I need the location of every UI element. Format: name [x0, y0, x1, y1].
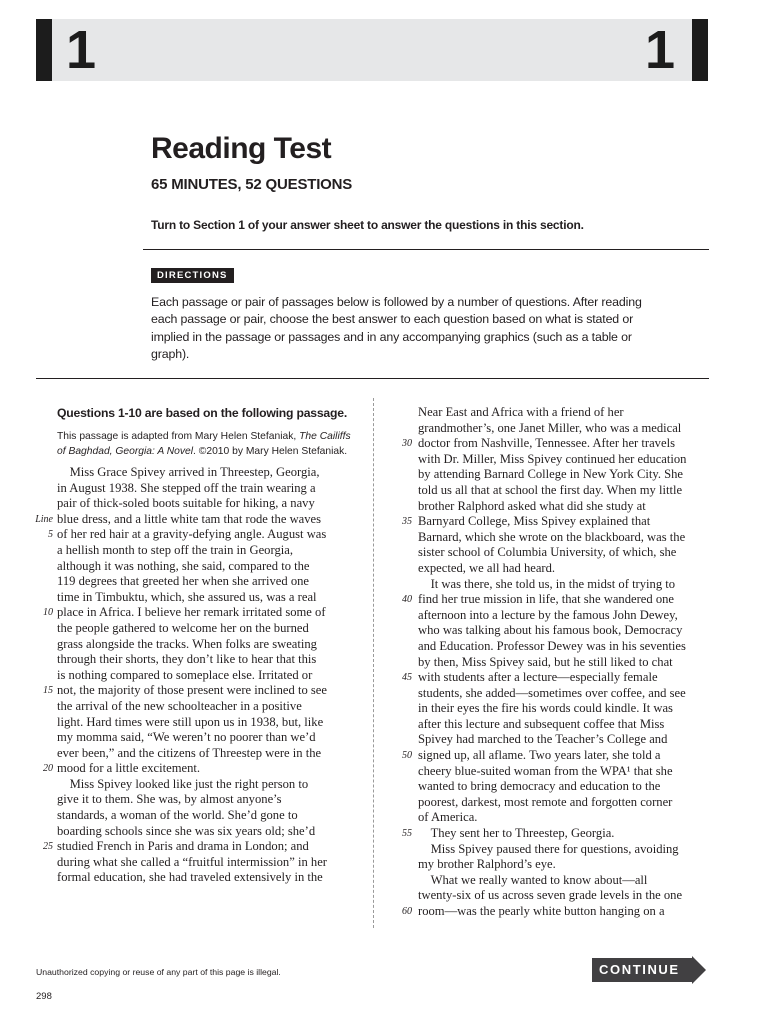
passage-line-text: Near East and Africa with a friend of her — [418, 405, 624, 419]
page-number: 298 — [36, 991, 52, 1002]
passage-line-text: pair of thick-soled boots suitable for hiking, a navy — [57, 496, 315, 511]
passage-line — [57, 590, 357, 606]
passage-line — [57, 668, 357, 684]
passage-line-text: formal education, she had traveled extensively in the — [57, 870, 323, 885]
passage-line — [57, 543, 357, 559]
passage-line — [418, 530, 708, 546]
passage-line-text: blue dress, and a little white tam that rode the waves — [57, 511, 322, 526]
passage-line — [418, 655, 708, 671]
line-number: 5 — [48, 529, 53, 541]
section-number-left: 1 — [66, 20, 97, 80]
passage-column-left — [35, 405, 357, 886]
passage-line — [35, 511, 357, 528]
arrow-right-icon — [692, 956, 706, 984]
passage-line-text: time in Timbuktu, which, she assured us, was a real — [57, 589, 317, 604]
passage-line-text: with students after a lecture—especially female — [418, 670, 658, 685]
passage-line — [418, 717, 708, 733]
passage-line-text: sister school of Columbia University, of which, she — [418, 545, 677, 560]
passage-line — [418, 623, 708, 639]
passage-line — [418, 639, 708, 655]
passage-line — [57, 855, 357, 871]
passage-line-text: of America. — [418, 810, 478, 825]
passage-line-text: Miss Grace Spivey arrived in Threestep, Georgia, — [57, 465, 320, 479]
section-bar-left — [36, 19, 52, 81]
passage-line — [418, 499, 708, 515]
passage-line-text: of her red hair at a gravity-defying angle. August was — [57, 527, 327, 542]
passage-line-text: by then, Miss Spivey said, but he still liked to chat — [418, 654, 673, 669]
passage-line-text: with Dr. Miller, Miss Spivey continued her education — [418, 451, 687, 466]
passage-line — [418, 405, 708, 421]
passage-line-text: 119 degrees that greeted her when she arrived one — [57, 574, 309, 589]
passage-line — [57, 496, 357, 512]
passage-line-text: room—was the pearly white button hanging on a — [418, 904, 665, 918]
passage-line-text: expected, we all had heard. — [418, 560, 556, 575]
line-number: 25 — [43, 841, 53, 853]
passage-line — [418, 810, 708, 826]
passage-text-right — [402, 405, 708, 920]
passage-line — [57, 792, 357, 808]
passage-line — [418, 686, 708, 702]
passage-column-right — [402, 405, 708, 920]
line-number: 35 — [402, 516, 412, 528]
column-divider — [373, 398, 374, 928]
passage-line-text: mood for a little excitement. — [57, 761, 201, 776]
passage-line — [57, 730, 357, 746]
passage-line-text: Miss Spivey paused there for questions, avoiding — [418, 841, 679, 856]
passage-line-text: give it to them. She was, by almost anyone’s — [57, 792, 282, 807]
passage-line — [418, 467, 708, 483]
passage-line — [402, 670, 708, 686]
passage-line-text: after this lecture and subsequent coffee that Miss — [418, 716, 665, 731]
passage-line — [43, 605, 357, 621]
passage-line-text: is nothing compared to someplace else. Irritated or — [57, 667, 313, 682]
line-number: 40 — [402, 594, 412, 606]
passage-line-text: twenty-six of us across seven grade levels in the one — [418, 888, 683, 903]
passage-line-text: studied French in Paris and drama in London; and — [57, 839, 309, 854]
line-number: 30 — [402, 438, 412, 450]
passage-line-text: my brother Ralphord’s eye. — [418, 857, 556, 872]
passage-line — [418, 779, 708, 795]
passage-line — [418, 452, 708, 468]
passage-line-text: poorest, darkest, most remote and forgotten corner — [418, 794, 673, 809]
passage-line-text: It was there, she told us, in the midst of trying to — [418, 576, 676, 591]
passage-line — [418, 795, 708, 811]
passage-line-text: brother Ralphord asked what did she study at — [418, 498, 646, 513]
passage-line-text: place in Africa. I believe her remark irritated some of — [57, 605, 326, 620]
passage-line — [418, 873, 708, 889]
divider-rule-bottom — [36, 378, 709, 379]
passage-line-text: although it was nothing, she said, compared to the — [57, 558, 310, 573]
passage-line-text: doctor from Nashville, Tennessee. After her travels — [418, 436, 675, 451]
passage-line-text: grass alongside the tracks. When folks are sweating — [57, 636, 317, 651]
passage-line — [57, 808, 357, 824]
passage-line — [418, 545, 708, 561]
passage-line-text: not, the majority of those present were inclined to see — [57, 683, 327, 698]
passage-line — [418, 701, 708, 717]
passage-line-text: who was talking about his famous book, Democracy — [418, 623, 683, 638]
passage-line — [402, 826, 708, 842]
passage-line-text: the arrival of the new schoolteacher in a positive — [57, 698, 302, 713]
passage-line — [57, 481, 357, 497]
line-number: 45 — [402, 672, 412, 684]
passage-line-text: What we really wanted to know about—all — [418, 872, 648, 887]
passage-line-text: find her true mission in life, that she wandered one — [418, 592, 675, 607]
passage-line — [57, 870, 357, 886]
passage-line-text: standards, a woman of the world. She’d gone to — [57, 808, 298, 823]
passage-line-text: light. Hard times were still upon us in 1938, but, like — [57, 714, 324, 729]
passage-line — [57, 652, 357, 668]
passage-line — [402, 592, 708, 608]
line-number: 50 — [402, 750, 412, 762]
passage-line — [418, 483, 708, 499]
passage-line — [43, 683, 357, 699]
passage-line — [418, 888, 708, 904]
section-number-right: 1 — [645, 20, 676, 80]
line-number: 10 — [43, 607, 53, 619]
passage-line-text: in their eyes the fire his words could kindle. It was — [418, 701, 673, 716]
passage-line — [57, 559, 357, 575]
passage-line — [402, 514, 708, 530]
passage-line — [402, 436, 708, 452]
passage-line — [57, 574, 357, 590]
passage-line — [402, 748, 708, 764]
passage-text-left — [35, 465, 357, 886]
questions-heading: Questions 1-10 are based on the following passage. — [57, 406, 348, 420]
passage-line — [418, 857, 708, 873]
passage-line-text: in August 1938. She stepped off the train wearing a — [57, 480, 316, 495]
passage-line — [418, 608, 708, 624]
passage-line — [418, 764, 708, 780]
passage-line-text: my momma said, “We weren’t no poorer than we’d — [57, 730, 316, 745]
passage-line-text: and Education. Professor Dewey was in his seventies — [418, 638, 686, 653]
passage-line — [418, 577, 708, 593]
passage-line-text: wanted to bring democracy and education to the — [418, 779, 661, 794]
passage-line-text: through their shorts, they don’t like to hear that this — [57, 652, 317, 667]
copyright-note: Unauthorized copying or reuse of any part of this page is illegal. — [36, 967, 281, 977]
passage-line — [43, 761, 357, 777]
passage-line-text: Barnyard College, Miss Spivey explained that — [418, 514, 651, 529]
line-number: Line — [35, 513, 53, 525]
passage-line — [57, 746, 357, 762]
passage-line — [418, 561, 708, 577]
passage-line — [418, 842, 708, 858]
passage-line-text: Spivey had marched to the Teacher’s College and — [418, 732, 668, 747]
passage-line — [57, 465, 357, 481]
directions-badge: DIRECTIONS — [151, 268, 234, 283]
passage-line-text: told us all that at school the first day. When my little — [418, 482, 683, 497]
directions-text: Each passage or pair of passages below is followed by a number of questions. After reading each passage or pair, choose the best answer to each question based on what is stated or implied in the passage or passages and in any accompanying graphics (such as a table or graph). — [151, 295, 642, 362]
section-header-band — [36, 19, 708, 81]
divider-rule-top — [143, 249, 709, 250]
passage-line — [418, 732, 708, 748]
line-number: 55 — [402, 828, 412, 840]
passage-line-text: grandmother’s, one Janet Miller, who was a medical — [418, 420, 682, 435]
test-time-and-count: 65 MINUTES, 52 QUESTIONS — [151, 176, 353, 193]
passage-line-text: Barnard, which she wrote on the blackboard, was the — [418, 529, 686, 544]
passage-line-text: by attending Barnard College in New York City. She — [418, 467, 684, 482]
passage-line-text: signed up, all aflame. Two years later, she told a — [418, 748, 661, 763]
passage-line-text: Miss Spivey looked like just the right person to — [57, 776, 309, 791]
passage-line-text: boarding schools since she was six years old; she’d — [57, 823, 316, 838]
passage-line-text: They sent her to Threestep, Georgia. — [418, 826, 615, 841]
passage-line — [43, 839, 357, 855]
passage-line-text: the people gathered to welcome her on the burned — [57, 620, 309, 635]
passage-line-text: cheery blue-suited woman from the WPA¹ that she — [418, 763, 673, 778]
continue-label: CONTINUE — [599, 962, 680, 977]
continue-button[interactable] — [592, 956, 708, 984]
passage-line — [418, 421, 708, 437]
page-title: Reading Test — [151, 132, 332, 165]
passage-line-text: afternoon into a lecture by the famous John Dewey, — [418, 607, 678, 622]
source-note: This passage is adapted from Mary Helen Stefaniak, The Cailiffs of Baghdad, Georgia: A Novel. ©2010 by Mary Helen Stefaniak. — [57, 431, 351, 457]
passage-line — [57, 621, 357, 637]
answer-sheet-instruction: Turn to Section 1 of your answer sheet to answer the questions in this section. — [151, 218, 584, 232]
passage-line — [402, 904, 708, 920]
passage-line — [48, 527, 357, 543]
passage-line — [57, 824, 357, 840]
passage-line-text: students, she added—sometimes over coffee, and see — [418, 685, 686, 700]
line-number: 60 — [402, 906, 412, 917]
passage-line — [57, 699, 357, 715]
line-number: 15 — [43, 685, 53, 697]
passage-line — [57, 777, 357, 793]
line-number: 20 — [43, 763, 53, 775]
passage-line-text: ever been,” and the citizens of Threestep were in the — [57, 745, 322, 760]
passage-line-text: a hellish month to step off the train in Georgia, — [57, 542, 293, 557]
passage-line — [57, 715, 357, 731]
passage-line-text: during what she called a “fruitful intermission” in her — [57, 854, 327, 869]
section-bar-right — [692, 19, 708, 81]
passage-line — [57, 637, 357, 653]
